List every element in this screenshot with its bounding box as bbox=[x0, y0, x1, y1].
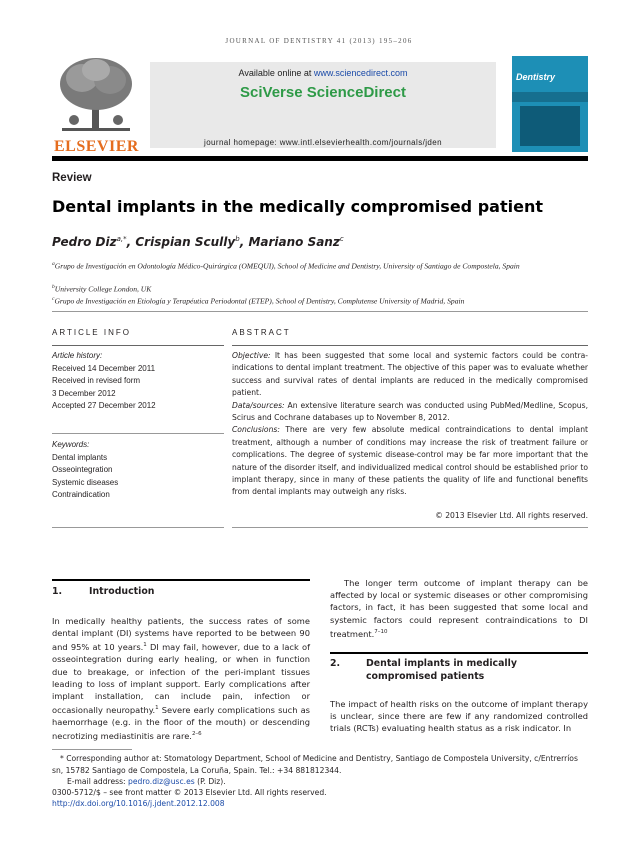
article-history bbox=[52, 350, 222, 413]
keywords-label: Keywords: bbox=[52, 440, 90, 449]
history-line: Received 14 December 2011 bbox=[52, 363, 156, 373]
abstract-copyright: © 2013 Elsevier Ltd. All rights reserved. bbox=[435, 511, 588, 520]
keyword: Systemic diseases bbox=[52, 477, 119, 487]
para-text: The longer term outcome of implant therapy can be affected by local or systemic diseases or other compromising factors, in fact, it has been suggested that some local and systemic factors could represent contraindications to DI treatment. bbox=[330, 578, 588, 639]
history-line: Received in revised form bbox=[52, 376, 141, 385]
affil-marker: a bbox=[52, 261, 55, 267]
abstract-rule bbox=[232, 345, 588, 346]
citation: 2–6 bbox=[191, 731, 202, 738]
sciencedirect-link[interactable]: www.sciencedirect.com bbox=[313, 68, 408, 78]
doi-text[interactable]: http://dx.doi.org/10.1016/j.jdent.2012.12.008 bbox=[52, 799, 225, 808]
cover-art bbox=[520, 106, 580, 146]
section2-paragraph: The impact of health risks on the outcome of implant therapy is unclear, since there are few if any randomized controlled trials (RCTs) evaluating health status as a risk indicator. In bbox=[330, 699, 588, 734]
abstract-objective bbox=[232, 350, 588, 400]
journal-header bbox=[52, 54, 588, 154]
history-line: Accepted 27 December 2012 bbox=[52, 401, 156, 410]
section2-number: 2. bbox=[330, 658, 341, 669]
article-title: Dental implants in the medically compromised patient bbox=[52, 197, 543, 216]
email-note bbox=[67, 776, 603, 788]
issn-line: 0300-5712/$ – see front matter © 2013 Elsevier Ltd. All rights reserved. bbox=[52, 788, 327, 797]
objective-label: Objective: bbox=[232, 351, 271, 360]
affiliation bbox=[52, 259, 588, 272]
affil-text: Grupo de Investigación en Odontología Médico-Quirúrgica (OMEQUI), School of Medicine and Dentistry, University of Santiago de Compostela, Spain bbox=[54, 261, 520, 271]
header-rule bbox=[52, 156, 588, 161]
author-separator: , bbox=[126, 235, 136, 249]
elsevier-tree-logo bbox=[52, 54, 140, 154]
section1-title: Introduction bbox=[89, 586, 155, 597]
affil-text: Grupo de Investigación en Etiología y Terapéutica Periodontal (ETEP), School of Dentistry, Complutense University of Madrid, Spain bbox=[54, 296, 465, 306]
author-name: Pedro Diz bbox=[52, 235, 117, 249]
abstract-body bbox=[232, 350, 588, 499]
abstract-heading: ABSTRACT bbox=[232, 328, 291, 337]
section2-rule bbox=[330, 652, 588, 654]
keywords bbox=[52, 439, 222, 502]
footnote-rule bbox=[52, 749, 132, 750]
objective-text: It has been suggested that some local and systemic factors could be contra-indications to dental implant treatment. The objective of this paper was to evaluate whether success and survival rates of dental implants are reduced in the medically compromised patient. bbox=[232, 351, 588, 398]
corresponding-author-note: * Corresponding author at: Stomatology Department, School of Medicine and Dentistry, Santiago de Compostela University, c/Entrerríos sn, 15782 Santiago de Compostela, La Coruña, Spain. Tel.: +34 881812344. bbox=[52, 754, 578, 775]
keyword: Contraindication bbox=[52, 490, 110, 499]
citation: 1 bbox=[143, 642, 147, 649]
keyword: Osseointegration bbox=[52, 465, 113, 474]
abstract-bottom-rule bbox=[232, 527, 588, 528]
history-label: Article history: bbox=[52, 351, 103, 360]
history-line: 3 December 2012 bbox=[52, 388, 116, 398]
section1-rule bbox=[52, 579, 310, 581]
section1-number: 1. bbox=[52, 586, 63, 597]
email-suffix: (P. Diz). bbox=[194, 777, 226, 786]
right-column-paragraph bbox=[330, 577, 588, 640]
conclusions-label: Conclusions: bbox=[232, 425, 280, 435]
abstract-sources bbox=[232, 400, 588, 425]
available-online bbox=[150, 68, 496, 78]
email-link[interactable]: pedro.diz@usc.es bbox=[128, 777, 195, 786]
article-info-heading: ARTICLE INFO bbox=[52, 328, 131, 337]
conclusions-text: There are very few absolute medical contraindications to dental implant treatment, although a number of conditions may increase the risk of treatment failure or complications. The degree of systemic disease-control may be far more important that the nature of the disorder itself, and individualized medical control should be established prior to implant therapy, since in many of these patients the quality of life and functional benefits from dental implants may outweigh any risks. bbox=[232, 425, 588, 497]
author-affil-marker: b bbox=[235, 235, 240, 243]
cover-title: Dentistry bbox=[516, 72, 556, 82]
affiliation bbox=[52, 294, 588, 307]
para-text: DI may fail, however, due to a lack of osseointegration during early healing, or when in function due to breakage, or infection of the peri-implant tissues leading to loss of implant support. Early complications after implant installation, can include pain, infection or occasionally neuropathy. bbox=[52, 642, 310, 715]
author-affil-marker: a,* bbox=[116, 235, 127, 243]
cover-band bbox=[512, 92, 588, 102]
citation: 7–10 bbox=[374, 628, 388, 635]
affil-marker: c bbox=[52, 296, 55, 302]
author-name: Mariano Sanz bbox=[248, 235, 340, 249]
affiliation bbox=[52, 282, 588, 295]
article-type: Review bbox=[52, 172, 92, 184]
abstract-conclusions bbox=[232, 424, 588, 498]
email-label: E-mail address: bbox=[67, 777, 129, 786]
para-text: In medically healthy patients, the success rates of some dental implant (DI) systems have reported to be between 90 and 95% at 10 years. bbox=[52, 616, 310, 653]
affil-marker: b bbox=[52, 284, 55, 290]
section1-paragraph bbox=[52, 615, 310, 742]
journal-cover-image bbox=[512, 56, 588, 152]
info-rule bbox=[52, 345, 224, 346]
affil-text: University College London, UK bbox=[54, 284, 152, 294]
section2-title: Dental implants in medically compromised patients bbox=[366, 658, 517, 682]
info-bottom-rule bbox=[52, 527, 224, 528]
platform-name: SciVerse ScienceDirect bbox=[240, 84, 406, 101]
author-separator: , bbox=[239, 235, 249, 249]
journal-homepage[interactable]: journal homepage: www.intl.elsevierhealth.com/journals/jden bbox=[204, 138, 442, 147]
doi-link[interactable] bbox=[52, 798, 588, 810]
citation: 1 bbox=[155, 705, 159, 712]
author-list bbox=[52, 235, 344, 249]
para-text: Severe early complications such as haemorrhage (e.g. in the floor of the mouth) or descending necrotizing mediastinitis are rare. bbox=[52, 704, 310, 742]
affiliation-rule bbox=[52, 311, 588, 312]
sources-text: An extensive literature search was conducted using PubMed/Medline, Scopus, Scirus and Cochrane databases up to November 8, 2012. bbox=[232, 400, 588, 423]
available-prefix: Available online at bbox=[238, 68, 314, 78]
publisher-name: ELSEVIER bbox=[54, 138, 139, 155]
author-name: Crispian Scully bbox=[135, 235, 236, 249]
sources-label: Data/sources: bbox=[232, 400, 285, 410]
keyword: Dental implants bbox=[52, 452, 108, 462]
author-affil-marker: c bbox=[339, 235, 344, 243]
keywords-rule bbox=[52, 433, 224, 434]
journal-reference: JOURNAL OF DENTISTRY 41 (2013) 195–206 bbox=[225, 37, 413, 45]
sciencedirect-banner bbox=[150, 62, 496, 148]
